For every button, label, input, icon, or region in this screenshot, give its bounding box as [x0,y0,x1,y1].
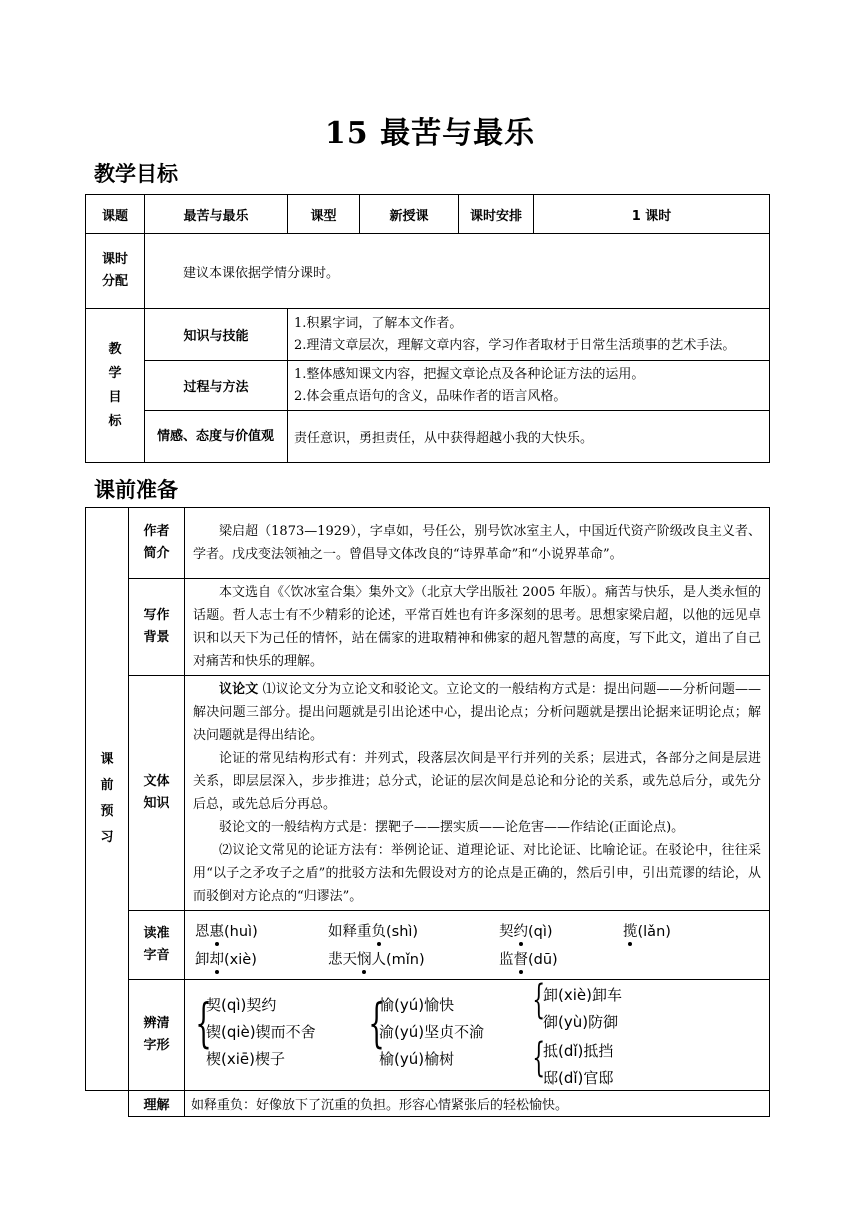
cell-pronounce-label: 读准字音 [129,911,185,980]
cell-glyph-label: 辨清字形 [129,980,185,1091]
glyph-1-2: 锲(qiè)锲而不舍 [206,1023,316,1041]
cell-emotion-text: 责任意识，勇担责任，从中获得超越小我的大快乐。 [288,411,770,463]
genre-para-4: ⑵议论文常见的论证方法有：举例论证、道理论证、对比论证、比喻论证。在驳论中，往往采用“以子之矛攻子之盾”的批驳方法和先假设对方的论点是正确的，然后引申，引出荒谬的结论，从而驳倒对方论点的“归谬法”。 [193,843,761,904]
glyph-group-1 [206,992,316,1073]
genre-term: 议论文 [219,682,259,697]
glyph-group-3 [543,982,622,1036]
glyph-group-2 [379,992,484,1073]
cell-empty [86,1091,129,1117]
cell-understand-label: 理解 [129,1091,185,1117]
brace-icon: { [195,994,212,1054]
glyph-1-3: 楔(xiē)楔子 [206,1050,285,1068]
cell-allocation-label: 课时分配 [86,234,145,309]
cell-schedule-value: 1 课时 [534,195,770,234]
genre-para-3: 驳论文的一般结构方式是：摆靶子——摆实质——论危害——作结论(正面论点)。 [219,820,685,835]
knowledge-line-1: 1.积累字词，了解本文作者。 [294,315,463,331]
brace-icon: { [532,1035,546,1081]
brace-icon: { [368,994,385,1054]
word-4: 揽(lǎn) [623,924,671,940]
brace-icon: { [532,977,546,1023]
cell-background-text: 本文选自《〈饮冰室合集〉集外文》（北京大学出版社 2005 年版）。痛苦与快乐，是人类永恒的话题。哲人志士有不少精彩的论述，平常百姓也有许多深刻的思考。思想家梁启超，以他的远见卓识和以天下为己任的情怀，站在儒家的进取精神和佛家的超凡智慧的高度，写下此文，道出了自己对痛苦和快乐的理解。 [185,579,770,676]
word-1: 恩惠(huì) [195,924,258,940]
word-7: 监督(dū) [499,952,558,968]
cell-background-label: 写作背景 [129,579,185,676]
section-heading-prep: 课前准备 [94,478,178,502]
cell-process-text [288,361,770,411]
genre-para-2: 论证的常见结构形式有：并列式，段落层次间是平行并列的关系；层进式，各部分之间是层进关系，即层层深入，步步推进；总分式，论证的层次间是总论和分论的关系，或先总后分，或先分后总，或先总后分再总。 [193,751,761,812]
page-title: 15 最苦与最乐 [324,116,536,151]
prep-table [85,507,770,1117]
cell-goals-label: 教学目标 [86,309,145,463]
cell-subject-label: 课题 [86,195,145,234]
genre-para-1-text: ⑴议论文分为立论文和驳论文。立论文的一般结构方式是：提出问题——分析问题——解决问题三部分。提出问题就是引出论述中心，提出论点；分析问题就是摆出论据来证明论点；解决问题就是得出结论。 [193,682,761,743]
process-line-2: 2.体会重点语句的含义，品味作者的语言风格。 [294,388,567,404]
cell-type-label: 课型 [288,195,360,234]
cell-type-value: 新授课 [360,195,459,234]
cell-understand-text: 如释重负：好像放下了沉重的负担。形容心情紧张后的轻松愉快。 [185,1091,770,1117]
glyph-1-1: 契(qì)契约 [206,996,277,1014]
knowledge-line-2: 2.理清文章层次，理解文章内容，学习作者取材于日常生活琐事的艺术手法。 [294,337,736,353]
glyph-2-1: 愉(yú)愉快 [379,996,455,1014]
cell-author-label: 作者简介 [129,508,185,579]
cell-knowledge-label: 知识与技能 [145,309,288,361]
word-5: 卸却(xiè) [195,952,257,968]
cell-subject-value: 最苦与最乐 [145,195,288,234]
glyph-4-1: 抵(dǐ)抵挡 [543,1042,614,1060]
cell-genre-text [185,676,770,911]
glyph-group-4 [543,1038,613,1092]
word-2: 如释重负(shì) [328,924,419,940]
cell-process-label: 过程与方法 [145,361,288,411]
genre-para-1 [193,678,761,747]
cell-emotion-label: 情感、态度与价值观 [145,411,288,463]
cell-allocation-text: 建议本课依据学情分课时。 [145,234,770,309]
section-heading-goals: 教学目标 [94,162,178,186]
word-3: 契约(qì) [499,924,553,940]
cell-author-text: 梁启超（1873—1929），字卓如，号任公，别号饮冰室主人，中国近代资产阶级改良主义者、学者。戊戌变法领袖之一。曾倡导文体改良的“诗界革命”和“小说界革命”。 [185,508,770,579]
glyph-2-2: 渝(yú)坚贞不渝 [379,1023,485,1041]
cell-genre-label: 文体知识 [129,676,185,911]
glyph-2-3: 榆(yú)榆树 [379,1050,455,1068]
cell-schedule-label: 课时安排 [459,195,534,234]
cell-pronounce-words [185,911,770,980]
cell-knowledge-text [288,309,770,361]
cell-preview-label: 课前预习 [86,508,129,1091]
cell-glyph-groups [185,977,770,1091]
word-6: 悲天悯人(mǐn) [328,952,425,968]
glyph-3-1: 卸(xiè)卸车 [543,986,622,1004]
process-line-1: 1.整体感知课文内容，把握文章论点及各种论证方法的运用。 [294,366,645,382]
glyph-3-2: 御(yù)防御 [543,1013,619,1031]
glyph-4-2: 邸(dǐ)官邸 [543,1069,614,1087]
goals-table [85,194,770,463]
